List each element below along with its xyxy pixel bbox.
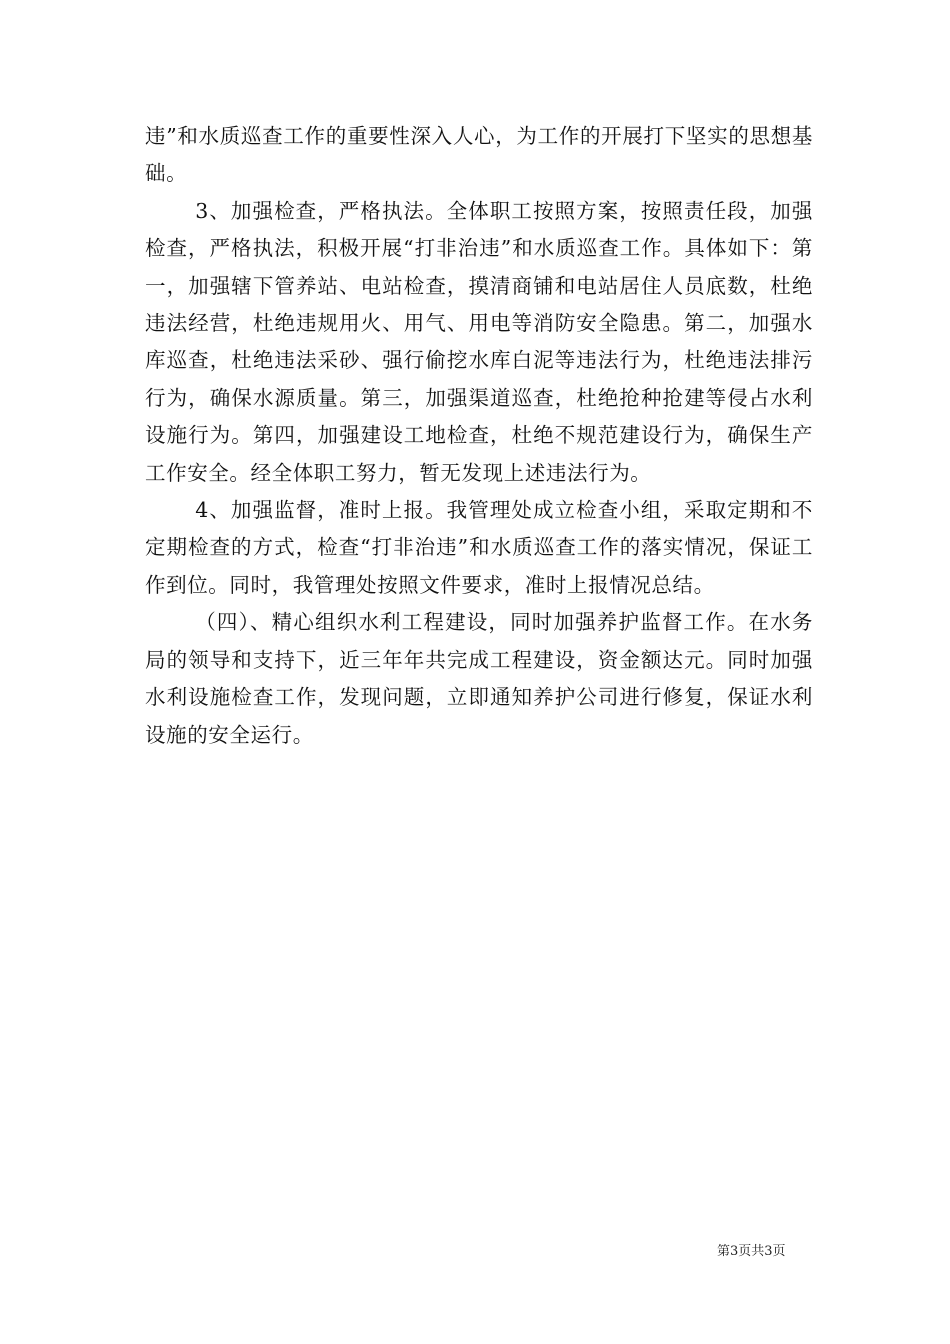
paragraph-project-construction: （四）、精心组织水利工程建设，同时加强养护监督工作。在水务局的领导和支持下，近三年年共完成工程建设，资金额达元。同时加强水利设施检查工作，发现问题，立即通知养护公司进行修复，保证水利设施的安全运行。 — [145, 610, 813, 747]
paragraph-supervision-reporting: 4、加强监督，准时上报。我管理处成立检查小组，采取定期和不定期检查的方式，检查“打非治违”和水质巡查工作的落实情况，保证工作到位。同时，我管理处按照文件要求，准时上报情况总结。 — [145, 498, 813, 597]
document-body — [145, 118, 813, 754]
page-number-footer: 第3页共3页 — [717, 1244, 786, 1259]
paragraph-continuation: 违”和水质巡查工作的重要性深入人心，为工作的开展打下坚实的思想基础。 — [145, 124, 813, 186]
paragraph-inspection-enforcement: 3、加强检查，严格执法。全体职工按照方案，按照责任段，加强检查，严格执法，积极开展“打非治违”和水质巡查工作。具体如下：第一，加强辖下管养站、电站检查，摸清商铺和电站居住人员底数，杜绝违法经营，杜绝违规用火、用气、用电等消防安全隐患。第二，加强水库巡查，杜绝违法采砂、强行偷挖水库白泥等违法行为，杜绝违法排污行为，确保水源质量。第三，加强渠道巡查，杜绝抢种抢建等侵占水利设施行为。第四，加强建设工地检查，杜绝不规范建设行为，确保生产工作安全。经全体职工努力，暂无发现上述违法行为。 — [145, 198, 813, 485]
